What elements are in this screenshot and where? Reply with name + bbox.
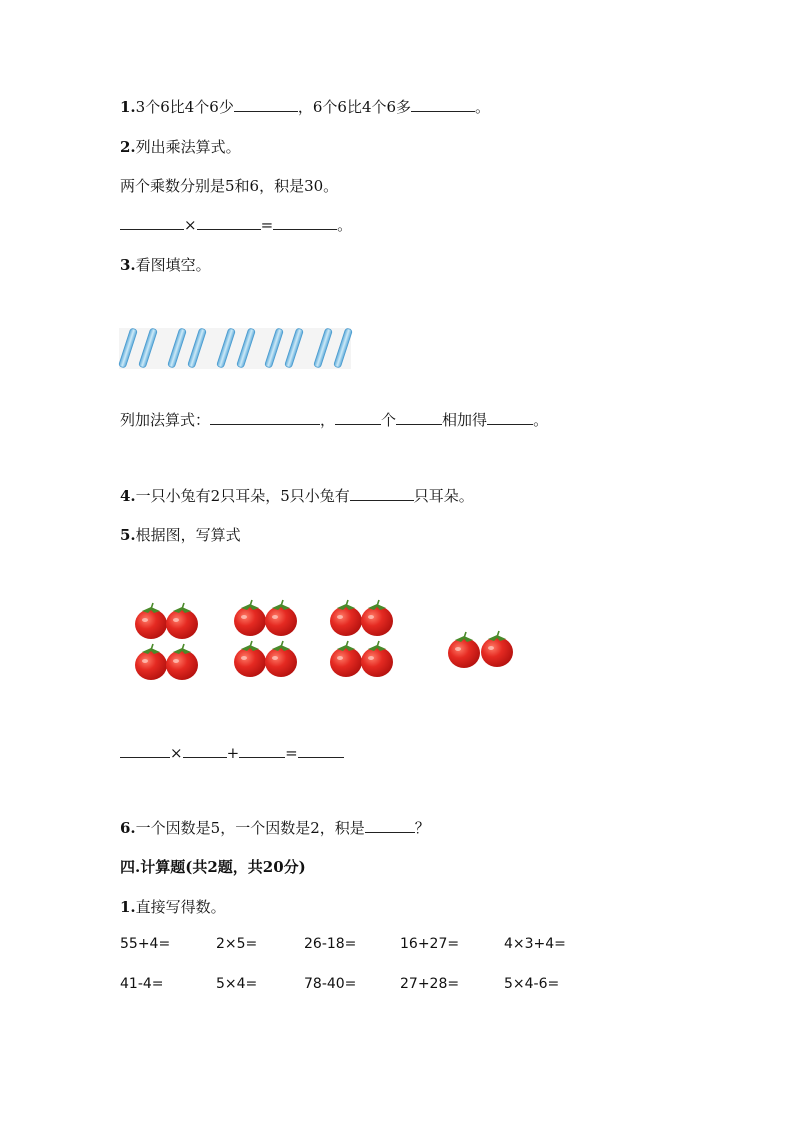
q2-description: 两个乘数分别是5和6，积是30。	[120, 177, 339, 195]
q3-title: 看图填空。	[135, 256, 211, 274]
q3-number: 3.	[120, 256, 136, 274]
q5-times: ×	[170, 744, 183, 762]
q1-number: 1.	[120, 98, 136, 116]
calc-item: 4×3+4=	[504, 936, 566, 952]
tomato	[265, 641, 297, 677]
q3-blank-count[interactable]	[335, 410, 381, 425]
q4-blank[interactable]	[350, 486, 414, 501]
q2-eq: =	[260, 216, 274, 234]
tomato	[448, 632, 480, 668]
tomato	[330, 641, 362, 677]
calc-item: 27+28=	[400, 976, 460, 992]
q6-number: 6.	[120, 819, 136, 837]
q5-eq: =	[285, 744, 298, 762]
question-4	[120, 486, 474, 506]
q5-number: 5.	[120, 526, 136, 544]
q1-text-b: ，6个6比4个6多	[297, 98, 412, 116]
q5-blank-3[interactable]	[239, 743, 285, 758]
calc-item: 41-4=	[120, 976, 164, 992]
calc-item: 78-40=	[304, 976, 357, 992]
calc-item: 5×4-6=	[504, 976, 560, 992]
tomato	[330, 600, 362, 636]
q3-blank-addend[interactable]	[396, 410, 442, 425]
q6-blank[interactable]	[365, 818, 415, 833]
calc-item: 5×4=	[216, 976, 258, 992]
q3-label: 列加法算式：	[120, 411, 211, 429]
q2-end: 。	[337, 216, 353, 234]
calc-item: 26-18=	[304, 936, 357, 952]
question-5-title	[120, 525, 241, 545]
q6-end: ？	[414, 819, 430, 837]
q3-blank-sum[interactable]	[210, 410, 320, 425]
tomato	[265, 600, 297, 636]
q3-answer-line	[120, 410, 548, 430]
tomatoes-group	[135, 600, 513, 680]
q2-title: 列出乘法算式。	[135, 138, 241, 156]
q1-end: 。	[475, 98, 491, 116]
calc-item: 2×5=	[216, 936, 258, 952]
calc-item: 55+4=	[120, 936, 171, 952]
tomato	[135, 644, 167, 680]
calc-title-text: 直接写得数。	[135, 898, 226, 916]
tomato	[481, 631, 513, 667]
q5-title: 根据图，写算式	[135, 526, 241, 544]
tomato	[166, 603, 198, 639]
section-4-heading: 四.计算题(共2题，共20分)	[120, 858, 306, 876]
q5-blank-2[interactable]	[183, 743, 227, 758]
q5-blank-1[interactable]	[120, 743, 170, 758]
tomato	[234, 641, 266, 677]
q1-text-a: 3个6比4个6少	[135, 98, 234, 116]
q2-number: 2.	[120, 138, 136, 156]
tomato	[361, 600, 393, 636]
calc-title	[120, 897, 226, 917]
q5-blank-4[interactable]	[298, 743, 344, 758]
q3-comma: ，	[320, 411, 336, 429]
q5-plus: +	[226, 744, 240, 762]
q4-number: 4.	[120, 487, 136, 505]
q4-text-a: 一只小兔有2只耳朵，5只小兔有	[135, 487, 350, 505]
question-6	[120, 818, 430, 838]
tomato	[361, 641, 393, 677]
q3-ge: 个	[381, 411, 397, 429]
q6-text: 一个因数是5，一个因数是2，积是	[135, 819, 365, 837]
q2-times: ×	[184, 216, 197, 234]
tomato	[234, 600, 266, 636]
q5-equation	[120, 743, 344, 763]
calc-number: 1.	[120, 898, 136, 916]
q3-xiangjia: 相加得	[442, 411, 488, 429]
tomato	[166, 644, 198, 680]
calc-item: 16+27=	[400, 936, 460, 952]
tomato	[135, 603, 167, 639]
q4-text-b: 只耳朵。	[413, 487, 474, 505]
q3-end: 。	[533, 411, 549, 429]
q3-blank-result[interactable]	[487, 410, 533, 425]
